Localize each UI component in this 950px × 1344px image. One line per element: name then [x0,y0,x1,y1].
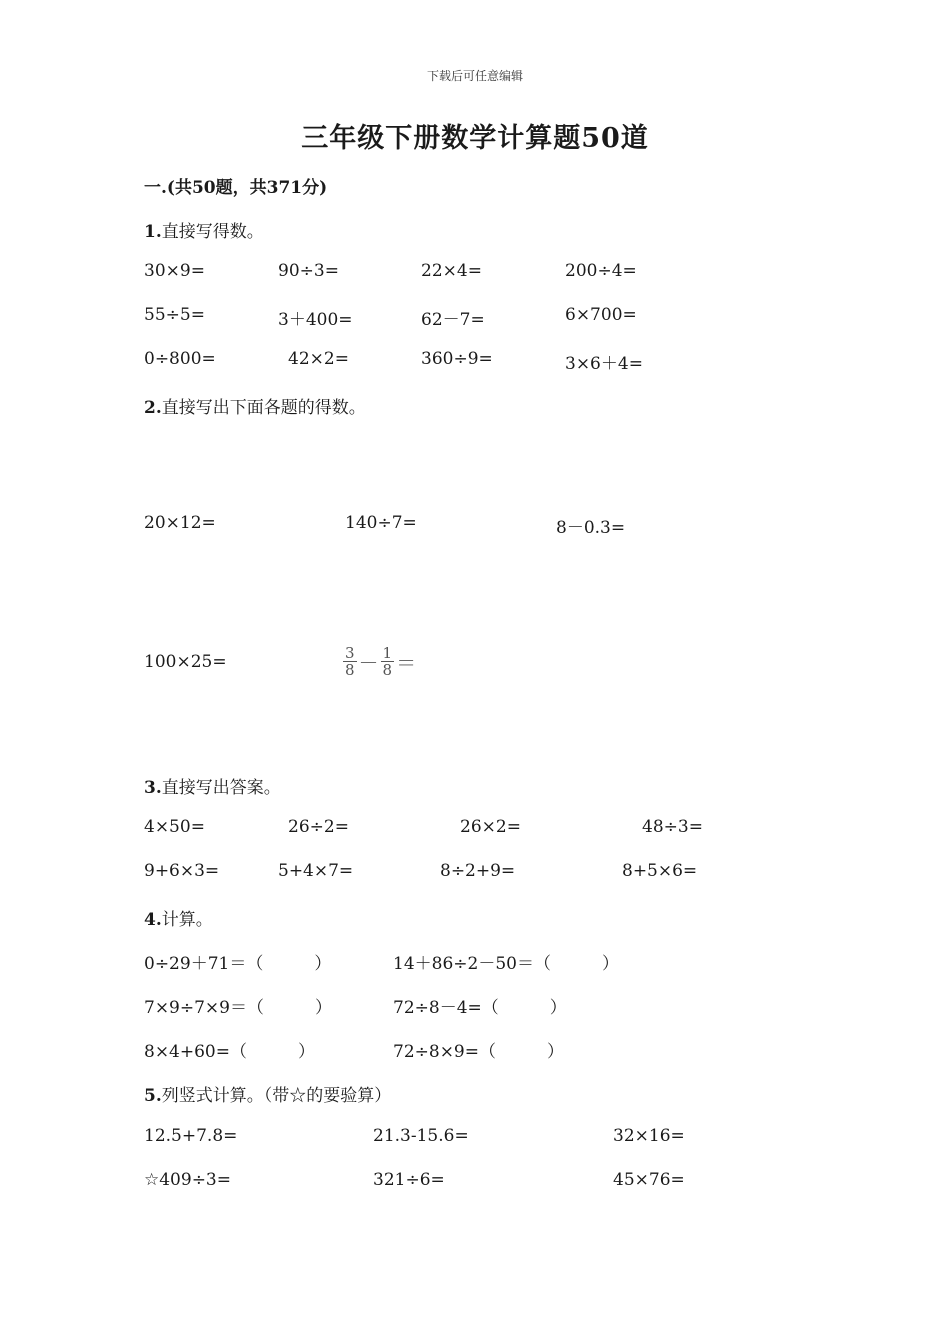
section-heading: 一.(共50题，共371分) [144,178,328,198]
question-number: 5. [144,1086,162,1106]
problem: 0÷800= [144,349,216,369]
question-4 [144,905,213,930]
problem: 20×12= [144,513,216,533]
denominator: 8 [345,661,355,679]
problem: 7×9÷7×9＝（ ） [144,998,332,1018]
denominator: 8 [382,661,393,679]
equals-sign: ＝ [396,651,417,675]
numerator: 3 [345,644,355,662]
question-number: 2. [144,398,162,418]
fraction [381,645,395,678]
problem: 55÷5= [144,305,205,325]
minus-sign: － [358,651,379,675]
problem: 90÷3= [278,261,339,281]
problem: 5+4×7= [278,861,354,881]
problem: 8÷2+9= [440,861,516,881]
fraction-problem [343,645,418,678]
question-5 [144,1081,391,1106]
problem: 100×25= [144,652,227,672]
problem: 8－0.3= [556,518,626,538]
problem: 72÷8×9=（ ） [393,1042,564,1062]
problem: 321÷6= [373,1170,445,1190]
problem: 26÷2= [288,817,349,837]
problem: 48÷3= [642,817,703,837]
page-title: 三年级下册数学计算题50道 [301,123,649,154]
problem: 22×4= [421,261,482,281]
problem: 21.3-15.6= [373,1126,469,1146]
problem: 3＋400= [278,310,353,330]
question-text: 直接写得数。 [161,222,264,242]
question-number: 3. [144,778,162,798]
question-text: 计算。 [161,910,213,930]
problem: 3×6＋4= [565,354,643,374]
problem: 62－7= [421,310,485,330]
numerator: 1 [382,644,393,662]
problem: ☆409÷3= [144,1170,231,1190]
problem: 140÷7= [345,513,417,533]
question-text: 列竖式计算。（带☆的要验算） [161,1086,392,1106]
problem: 4×50= [144,817,205,837]
problem: 26×2= [460,817,521,837]
problem: 0÷29＋71＝（ ） [144,954,332,974]
problem: 30×9= [144,261,205,281]
question-2 [144,393,366,418]
question-text: 直接写出答案。 [161,778,281,798]
question-3 [144,773,281,798]
problem: 360÷9= [421,349,493,369]
fraction [343,645,357,678]
question-number: 1. [144,222,162,242]
problem: 8×4+60=（ ） [144,1042,315,1062]
problem: 9+6×3= [144,861,220,881]
question-text: 直接写出下面各题的得数。 [161,398,366,418]
problem: 8+5×6= [622,861,698,881]
problem: 14＋86÷2－50＝（ ） [393,954,619,974]
problem: 200÷4= [565,261,637,281]
problem: 32×16= [613,1126,685,1146]
header-note: 下载后可任意编辑 [426,69,523,83]
question-number: 4. [144,910,162,930]
problem: 72÷8－4=（ ） [393,998,567,1018]
problem: 45×76= [613,1170,685,1190]
problem: 12.5+7.8= [144,1126,238,1146]
question-1 [144,217,264,242]
problem: 6×700= [565,305,637,325]
problem: 42×2= [288,349,349,369]
